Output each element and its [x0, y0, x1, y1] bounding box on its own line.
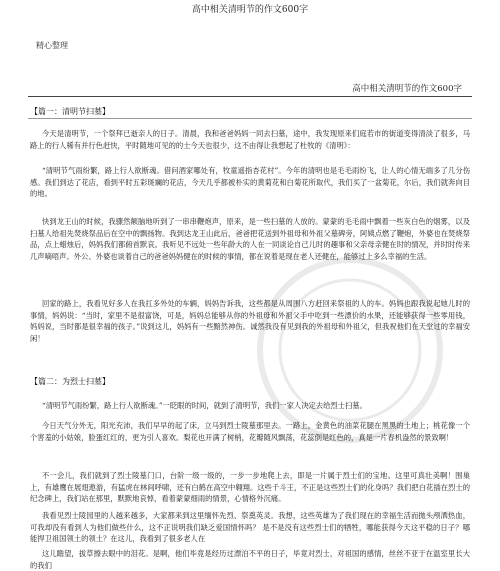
paragraph: “清明节气雨纷繁，路上行人欲断魂。”一眨眼的时间，就到了清明节，我们一家人决定去给烈士扫墓。 [42, 401, 367, 410]
paragraph: 我看见烈士陵园里的人越来越多，大家都来到这里缅怀先烈、祭奠英灵。我想，这些英雄为了我们现在的幸福生活而抛头颅洒热血，可我却没有看到人为他们做些什么，这不正说明我们缺乏爱国情怀吗？ 是不是没有这些烈士们的牺牲，哪能获得今天这平稳的日子？哪能捍卫祖国领土的领土？在这儿，我看到了很多老人在 [30, 511, 470, 544]
paragraph: 这儿瞻望，拔草擦去眼中的泪花。是啊，他们毕竟是经历过漂泊不平的日子，毕竟对烈士，对祖国的感情，丝丝不亚于在温室里长大的我们 [30, 549, 470, 570]
paragraph: 今天是清明节，一个祭拜已逝亲人的日子。清晨，我和爸爸妈妈一同去扫墓，途中，我发现原来们庭若市的街道变得清淡了很多，马路上的行人稀有并行色赶快，平时随地可见的的士今天也很少，这不由得让我想起了杜牧的《清明》： [30, 129, 470, 150]
paragraph: “清明节气雨纷繁，路上行人欲断魂。借问酒家哪处有，牧童遥指杏花村”。今年的清明也是毛毛雨纷飞，让人的心情无端多了几分伤感。我们到达了花店，看到平时五彩斑斓的花店，今天几乎都被朴实的黄菊花和白菊花所取代，我们买了一盆菊花，尔后，我们就奔向目的地。 [30, 166, 470, 199]
paragraph: 快到龙王山的时候，我骤然额脑地听到了一串串鞭炮声，原来，是一些扫墓的人放的。蒙蒙的毛毛雨中飘着一些灰白色的烟雾，以及扫墓人给祖先焚烧祭品后在空中的飘扬物。我到达龙王山此后，爸爸把花送到外祖母和外祖父墓碑旁，阿姨点燃了鞭炮，外婆也在焚烧祭品，点上蜡烛后，妈妈我们都俯首默哀。我听见不远处一些年龄大的人在一同谈论自己儿时的趣事和父亲母亲健在时的情况，并时时传来几声嘀唔声。外公、外婆也谈着自己的爸爸妈妈健在的时候的事情，都在说着是现在老人还健在，能够过上多么幸福的生活。 [30, 217, 470, 261]
header-title: 高中相关清明节的作文600字 [352, 84, 462, 94]
section-heading-2: 【篇二：为烈士扫墓】 [30, 377, 110, 386]
document-title: 高中相关清明节的作文600字 [191, 5, 309, 15]
paragraph: 今日天气分外无，阳光充沛，我们早早的起了床，立马到烈士陵墓那里去。一路上，金黄色的油菜花腿在黑黑的土地上；桃花像一个个害羞的小姑娘，脸蛋红红的，更为引人喜欢。梨花也开满了树梢，花瓣随风飘荡，花蕊倒是红色的，真是一片春机盎然的景致啊！ [30, 421, 470, 442]
byline: 精心整理 [36, 41, 68, 50]
section-heading-1: 【篇一：清明节扫墓】 [30, 107, 110, 116]
section-rule [28, 118, 472, 119]
header-rule [28, 96, 472, 97]
paragraph: 不一会儿，我们就到了烈士陵墓门口，台阶一级一级的，一步一步地爬上去，即是一片属于烈士们的宝地。这里可真壮美啊！围巢上，有雄鹰在展翅遨游，有猛虎在林间呼啸，还有白鹤在高空中翱翔。这些千斗王，不正是这些烈士们的化身吗？我们把白花插在烈士的纪念碑上，我们站在那里，默默地哀悼，看着蒙蒙细雨的情景，心情格外沉痛。 [30, 471, 470, 504]
paragraph: 回家的路上，我看见好多人在我扛多外处的车辆，妈妈告诉我，这些都是从周围八方赶回来祭祖的人的车。妈妈也跟我说起她儿时的事情，妈妈说：“当时，家里不是很富饶，可是，妈妈总能够从你的外祖母和外祖父手中吃到一些漂价的水果，还能够获得一些零用钱，妈妈说，当时都是很幸福的孩子。”说到这儿，妈妈有一些黯然神伤。诚然我没有见到我的外祖母和外祖父，但我祝他们在天堂过的幸福安闲！ [30, 299, 470, 343]
